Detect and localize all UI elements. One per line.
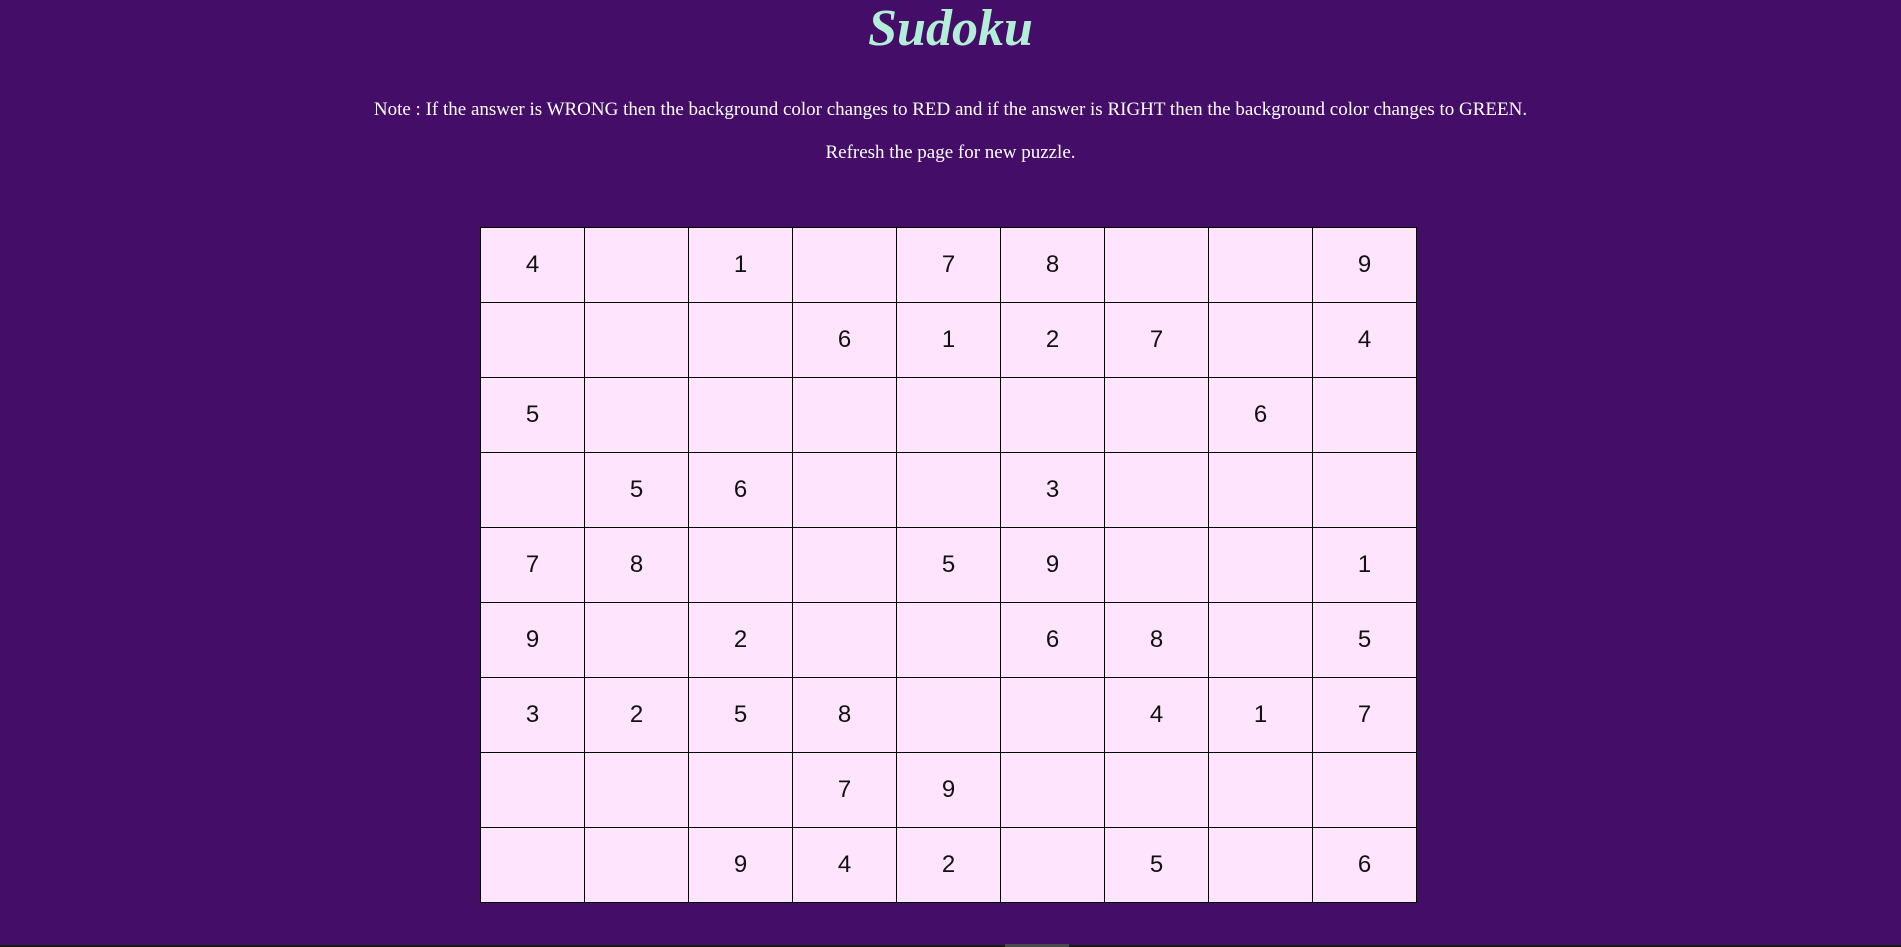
sudoku-cell[interactable] xyxy=(585,378,689,453)
sudoku-cell-input[interactable] xyxy=(1209,828,1312,902)
sudoku-cell[interactable] xyxy=(793,303,897,378)
sudoku-cell-input[interactable] xyxy=(1001,378,1104,452)
board-row xyxy=(481,303,1417,378)
sudoku-cell-input[interactable] xyxy=(1209,753,1312,827)
sudoku-cell-input[interactable] xyxy=(481,603,584,677)
sudoku-cell[interactable] xyxy=(1209,678,1313,753)
sudoku-cell[interactable] xyxy=(481,228,585,303)
sudoku-cell-input[interactable] xyxy=(1001,603,1104,677)
sudoku-cell-input[interactable] xyxy=(897,528,1000,602)
sudoku-cell[interactable] xyxy=(1209,828,1313,903)
sudoku-cell[interactable] xyxy=(1105,453,1209,528)
sudoku-cell[interactable] xyxy=(1209,753,1313,828)
sudoku-cell[interactable] xyxy=(897,678,1001,753)
sudoku-cell[interactable] xyxy=(481,528,585,603)
sudoku-cell-input[interactable] xyxy=(793,603,896,677)
sudoku-cell-input[interactable] xyxy=(1313,528,1416,602)
sudoku-cell-input[interactable] xyxy=(481,228,584,302)
sudoku-cell-input[interactable] xyxy=(1313,828,1416,902)
refresh-hint: Refresh the page for new puzzle. xyxy=(825,142,1076,163)
sudoku-cell[interactable] xyxy=(793,753,897,828)
sudoku-cell[interactable] xyxy=(1313,378,1417,453)
sudoku-cell[interactable] xyxy=(689,753,793,828)
sudoku-cell[interactable] xyxy=(585,528,689,603)
sudoku-cell-input[interactable] xyxy=(481,453,584,527)
sudoku-cell-input[interactable] xyxy=(1209,603,1312,677)
sudoku-cell-input[interactable] xyxy=(897,228,1000,302)
sudoku-cell-input[interactable] xyxy=(481,303,584,377)
sudoku-cell[interactable] xyxy=(481,303,585,378)
sudoku-cell-input[interactable] xyxy=(1105,678,1208,752)
sudoku-cell[interactable] xyxy=(1313,303,1417,378)
sudoku-cell[interactable] xyxy=(481,828,585,903)
board-row xyxy=(481,228,1417,303)
sudoku-cell[interactable] xyxy=(689,828,793,903)
sudoku-cell[interactable] xyxy=(1313,228,1417,303)
board-row xyxy=(481,678,1417,753)
sudoku-cell[interactable] xyxy=(793,678,897,753)
board-row xyxy=(481,378,1417,453)
sudoku-cell[interactable] xyxy=(1209,453,1313,528)
sudoku-cell[interactable] xyxy=(689,228,793,303)
sudoku-cell-input[interactable] xyxy=(1313,303,1416,377)
sudoku-cell-input[interactable] xyxy=(1313,378,1416,452)
sudoku-cell[interactable] xyxy=(1001,228,1105,303)
board-row xyxy=(481,753,1417,828)
sudoku-cell[interactable] xyxy=(585,303,689,378)
sudoku-cell-input[interactable] xyxy=(1209,528,1312,602)
sudoku-cell-input[interactable] xyxy=(1001,528,1104,602)
sudoku-cell-input[interactable] xyxy=(1001,228,1104,302)
sudoku-cell-input[interactable] xyxy=(793,528,896,602)
sudoku-cell[interactable] xyxy=(1313,753,1417,828)
sudoku-cell[interactable] xyxy=(897,453,1001,528)
sudoku-cell[interactable] xyxy=(689,453,793,528)
sudoku-cell[interactable] xyxy=(897,378,1001,453)
sudoku-cell-input[interactable] xyxy=(689,828,792,902)
sudoku-cell-input[interactable] xyxy=(585,453,688,527)
sudoku-cell-input[interactable] xyxy=(585,303,688,377)
sudoku-cell-input[interactable] xyxy=(1001,453,1104,527)
sudoku-cell-input[interactable] xyxy=(1001,753,1104,827)
sudoku-cell[interactable] xyxy=(481,603,585,678)
sudoku-cell-input[interactable] xyxy=(481,753,584,827)
sudoku-cell[interactable] xyxy=(585,753,689,828)
sudoku-cell[interactable] xyxy=(1001,303,1105,378)
sudoku-cell[interactable] xyxy=(1209,528,1313,603)
sudoku-cell[interactable] xyxy=(793,453,897,528)
sudoku-cell-input[interactable] xyxy=(1209,228,1312,302)
sudoku-cell[interactable] xyxy=(793,378,897,453)
sudoku-cell-input[interactable] xyxy=(689,753,792,827)
sudoku-cell[interactable] xyxy=(1001,828,1105,903)
board-row xyxy=(481,453,1417,528)
sudoku-cell-input[interactable] xyxy=(689,603,792,677)
sudoku-cell-input[interactable] xyxy=(1105,228,1208,302)
sudoku-cell[interactable] xyxy=(1001,528,1105,603)
sudoku-cell[interactable] xyxy=(897,603,1001,678)
sudoku-cell[interactable] xyxy=(1105,228,1209,303)
sudoku-cell-input[interactable] xyxy=(1105,828,1208,902)
sudoku-cell-input[interactable] xyxy=(689,303,792,377)
sudoku-cell[interactable] xyxy=(897,228,1001,303)
sudoku-cell-input[interactable] xyxy=(1209,378,1312,452)
sudoku-cell[interactable] xyxy=(1105,378,1209,453)
sudoku-cell[interactable] xyxy=(585,678,689,753)
sudoku-cell[interactable] xyxy=(793,828,897,903)
sudoku-cell-input[interactable] xyxy=(897,378,1000,452)
sudoku-cell[interactable] xyxy=(481,453,585,528)
sudoku-cell-input[interactable] xyxy=(793,453,896,527)
sudoku-cell-input[interactable] xyxy=(481,528,584,602)
sudoku-cell-input[interactable] xyxy=(1313,228,1416,302)
sudoku-cell[interactable] xyxy=(585,603,689,678)
sudoku-cell-input[interactable] xyxy=(585,528,688,602)
sudoku-cell-input[interactable] xyxy=(793,828,896,902)
sudoku-cell[interactable] xyxy=(1105,528,1209,603)
sudoku-cell[interactable] xyxy=(1105,753,1209,828)
sudoku-cell[interactable] xyxy=(689,303,793,378)
sudoku-cell-input[interactable] xyxy=(793,378,896,452)
sudoku-cell-input[interactable] xyxy=(1209,453,1312,527)
sudoku-cell-input[interactable] xyxy=(689,528,792,602)
sudoku-cell[interactable] xyxy=(1313,528,1417,603)
sudoku-cell[interactable] xyxy=(1209,378,1313,453)
sudoku-cell-input[interactable] xyxy=(585,603,688,677)
sudoku-cell-input[interactable] xyxy=(1313,753,1416,827)
sudoku-cell-input[interactable] xyxy=(1001,303,1104,377)
sudoku-cell[interactable] xyxy=(897,828,1001,903)
sudoku-cell-input[interactable] xyxy=(585,378,688,452)
sudoku-cell-input[interactable] xyxy=(481,378,584,452)
sudoku-cell[interactable] xyxy=(897,528,1001,603)
sudoku-cell[interactable] xyxy=(1313,828,1417,903)
sudoku-cell-input[interactable] xyxy=(1001,828,1104,902)
sudoku-cell-input[interactable] xyxy=(585,678,688,752)
sudoku-cell-input[interactable] xyxy=(897,303,1000,377)
sudoku-cell-input[interactable] xyxy=(585,828,688,902)
sudoku-cell-input[interactable] xyxy=(793,228,896,302)
sudoku-cell[interactable] xyxy=(1313,453,1417,528)
sudoku-cell[interactable] xyxy=(1001,603,1105,678)
sudoku-cell-input[interactable] xyxy=(897,753,1000,827)
sudoku-cell[interactable] xyxy=(897,303,1001,378)
sudoku-cell[interactable] xyxy=(481,378,585,453)
sudoku-cell-input[interactable] xyxy=(689,678,792,752)
sudoku-cell[interactable] xyxy=(1001,378,1105,453)
sudoku-board xyxy=(480,227,1417,903)
sudoku-cell[interactable] xyxy=(897,753,1001,828)
sudoku-cell[interactable] xyxy=(793,528,897,603)
sudoku-cell-input[interactable] xyxy=(689,378,792,452)
sudoku-cell[interactable] xyxy=(1105,678,1209,753)
sudoku-cell[interactable] xyxy=(481,678,585,753)
sudoku-cell[interactable] xyxy=(793,228,897,303)
sudoku-cell[interactable] xyxy=(689,378,793,453)
sudoku-cell[interactable] xyxy=(689,678,793,753)
sudoku-cell-input[interactable] xyxy=(1105,453,1208,527)
sudoku-cell[interactable] xyxy=(1001,753,1105,828)
sudoku-cell[interactable] xyxy=(1313,603,1417,678)
sudoku-cell-input[interactable] xyxy=(793,303,896,377)
sudoku-cell-input[interactable] xyxy=(1209,303,1312,377)
sudoku-cell-input[interactable] xyxy=(689,453,792,527)
sudoku-cell[interactable] xyxy=(1313,678,1417,753)
sudoku-cell[interactable] xyxy=(689,603,793,678)
sudoku-cell[interactable] xyxy=(1001,453,1105,528)
board-row xyxy=(481,528,1417,603)
rules-note: Note : If the answer is WRONG then the background color changes to RED and if the answer is RIGHT then the background color changes to GREEN. xyxy=(373,99,1528,120)
sudoku-cell[interactable] xyxy=(585,828,689,903)
sudoku-cell-input[interactable] xyxy=(897,453,1000,527)
sudoku-cell[interactable] xyxy=(1001,678,1105,753)
sudoku-cell-input[interactable] xyxy=(585,228,688,302)
sudoku-cell-input[interactable] xyxy=(1105,753,1208,827)
sudoku-cell-input[interactable] xyxy=(793,753,896,827)
sudoku-cell-input[interactable] xyxy=(897,828,1000,902)
sudoku-cell[interactable] xyxy=(1209,603,1313,678)
sudoku-cell[interactable] xyxy=(793,603,897,678)
sudoku-cell[interactable] xyxy=(689,528,793,603)
sudoku-cell-input[interactable] xyxy=(1313,678,1416,752)
sudoku-cell[interactable] xyxy=(585,453,689,528)
board-row xyxy=(481,603,1417,678)
sudoku-cell-input[interactable] xyxy=(1105,378,1208,452)
sudoku-cell-input[interactable] xyxy=(481,828,584,902)
sudoku-cell-input[interactable] xyxy=(1209,678,1312,752)
sudoku-cell[interactable] xyxy=(1209,303,1313,378)
sudoku-cell[interactable] xyxy=(1105,303,1209,378)
sudoku-cell-input[interactable] xyxy=(1313,603,1416,677)
board-row xyxy=(481,828,1417,903)
sudoku-cell-input[interactable] xyxy=(1313,453,1416,527)
sudoku-cell[interactable] xyxy=(481,753,585,828)
sudoku-cell-input[interactable] xyxy=(689,228,792,302)
sudoku-cell-input[interactable] xyxy=(897,603,1000,677)
sudoku-cell[interactable] xyxy=(1105,828,1209,903)
sudoku-cell-input[interactable] xyxy=(897,678,1000,752)
sudoku-cell-input[interactable] xyxy=(585,753,688,827)
sudoku-cell[interactable] xyxy=(585,228,689,303)
sudoku-cell[interactable] xyxy=(1209,228,1313,303)
sudoku-cell[interactable] xyxy=(1105,603,1209,678)
page-title: Sudoku xyxy=(868,0,1033,57)
sudoku-cell-input[interactable] xyxy=(1001,678,1104,752)
sudoku-cell-input[interactable] xyxy=(481,678,584,752)
sudoku-cell-input[interactable] xyxy=(1105,603,1208,677)
sudoku-cell-input[interactable] xyxy=(793,678,896,752)
sudoku-cell-input[interactable] xyxy=(1105,528,1208,602)
sudoku-cell-input[interactable] xyxy=(1105,303,1208,377)
